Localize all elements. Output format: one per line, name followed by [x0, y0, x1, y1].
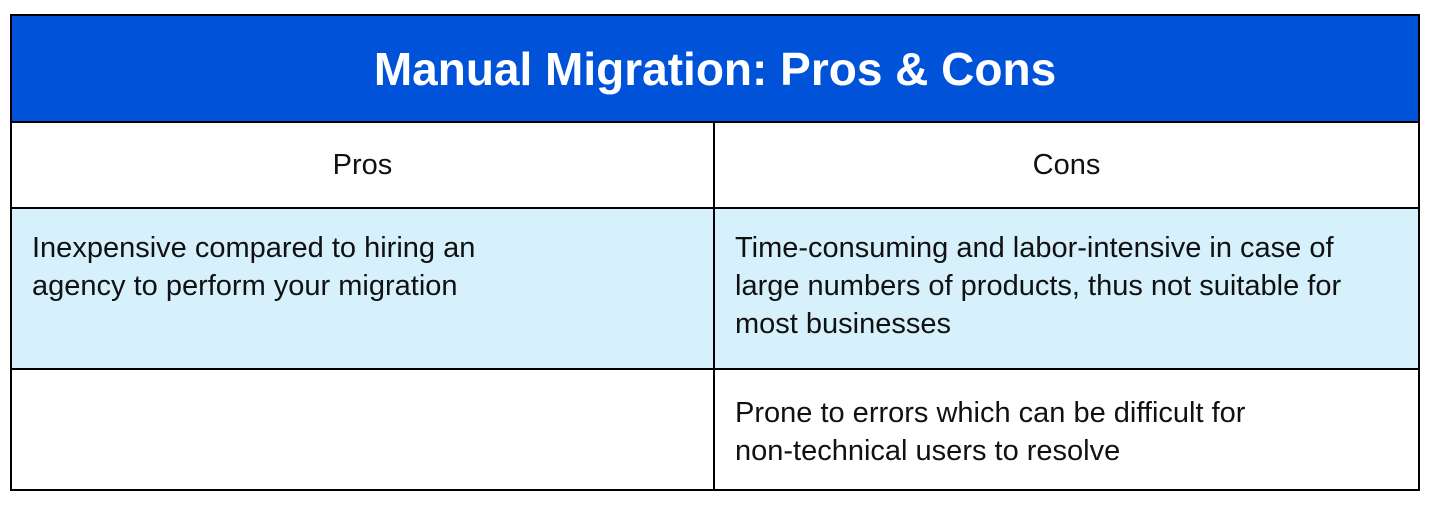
- header-row: [12, 123, 1418, 209]
- con-cell: Time-consuming and labor-intensive in case of large numbers of products, thus not suitable for most businesses: [735, 232, 1342, 340]
- pro-cell: Inexpensive compared to hiring an agency to perform your migration: [12, 209, 715, 368]
- column-header-cons: Cons: [1032, 149, 1101, 181]
- pros-cons-table: [10, 14, 1420, 491]
- con-cell: Prone to errors which can be difficult for non-technical users to resolve: [735, 397, 1246, 467]
- table-row: [12, 209, 1418, 370]
- column-header-pros: Pros: [12, 123, 715, 207]
- table-title: Manual Migration: Pros & Cons: [12, 16, 1418, 123]
- table-row: [12, 370, 1418, 489]
- pro-cell: [12, 370, 715, 489]
